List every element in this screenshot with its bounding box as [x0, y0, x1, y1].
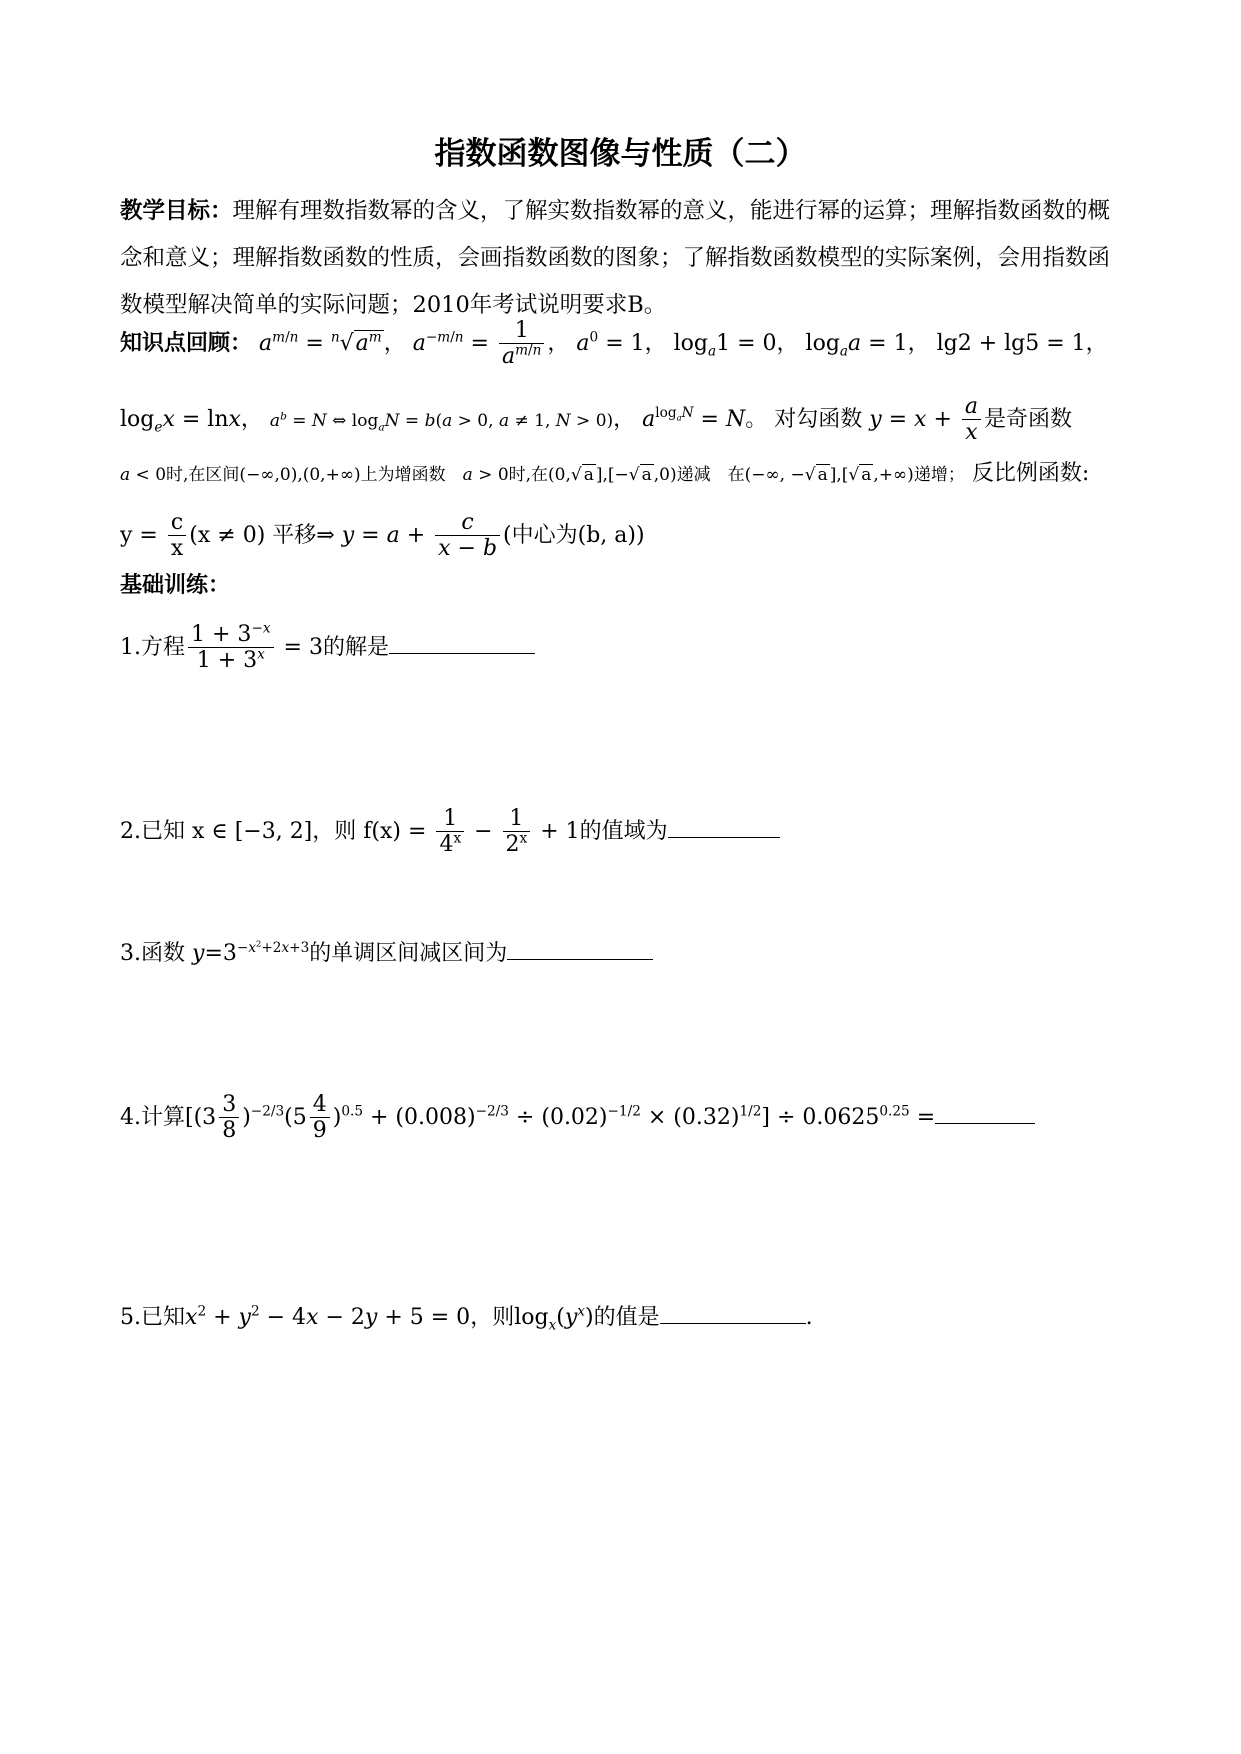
problem-1: 1.方程 $\frac{1 + 3^{-x}}{1 + 3^x}$ = 3的解是	[120, 622, 535, 674]
problem-3-answer-blank[interactable]	[507, 939, 653, 960]
problem-2: 2.已知 x ∈ [−3, 2]，则 f(x) = $\frac{1}{4^x}$ − $\frac{1}{2^x}$ + 1的值域为	[120, 806, 780, 858]
formula-zero-power: $a^0 = 1$	[576, 329, 645, 356]
formula-log-base: $\log_aa = 1$	[805, 330, 908, 360]
formula-ln: $\log_ex = \ln x$	[120, 406, 241, 436]
center-text: (中心为(b, a))	[503, 522, 645, 548]
problem-5-number: 5.	[120, 1305, 141, 1330]
formula-negative-power: $a^{-m/n}$ = $\frac{1}{a^{m/n}}$	[413, 331, 548, 356]
review-line-1: 知识点回顾： $a^{m/n} = ^n√a^m$， $a^{-m/n}$ = $\frac{1}{a^{m/n}}$ ， $a^0 = 1$， $\log_a1 = 0$， $\log_aa = 1$， lg2 + lg5 = 1，	[120, 318, 1108, 370]
problem-2-number: 2.	[120, 818, 141, 844]
nike-properties: a < 0时,在区间(−∞,0),(0,+∞)上为增函数 a > 0时,在(0,√ a ],[−√ a ,0)递减 在(−∞, −√ a ],[√ a ,+∞)递增；	[120, 465, 965, 485]
problem-3	[120, 936, 653, 967]
problem-1-number: 1.	[120, 634, 141, 660]
translate-text: 平移⇒	[272, 522, 335, 548]
problem-3-suffix: 的单调区间减区间为	[309, 941, 508, 966]
problem-3-number: 3.	[120, 941, 141, 966]
formula-inverse: y = $\frac{c}{x}$ (x ≠ 0)	[120, 510, 266, 562]
problem-5-formula: $x^2 + y^2 - 4x - 2y + 5 = 0$	[185, 1303, 471, 1330]
review-label: 知识点回顾：	[120, 330, 253, 356]
fraction-a-over-x: $\frac{a}{x}$	[962, 394, 981, 446]
problem-4	[120, 1092, 1035, 1144]
problem-1-fraction: $\frac{1 + 3^{-x}}{1 + 3^x}$	[188, 622, 274, 674]
formula-rational-power: $a^{m/n} = ^n√a^m$	[259, 329, 382, 356]
problem-5-suffix: 的值是	[593, 1305, 660, 1330]
problem-5-answer-blank[interactable]	[660, 1303, 806, 1324]
review-line-3	[120, 456, 1130, 487]
problem-5-mid: ，则	[470, 1305, 515, 1330]
formula-log-definition: $a^b = N$ ⇔ $\log_aN = b(a > 0$, a ≠ 1, N > 0)	[269, 410, 614, 434]
review-line-4	[120, 510, 1130, 562]
inverse-function-label: 反比例函数:	[971, 461, 1090, 486]
objectives-text: 理解有理数指数幂的含义，了解实数指数幂的意义，能进行幂的运算；理解指数函数的概念和意义；理解指数函数的性质，会画指数函数的图象；了解指数函数模型的实际案例，会用指数函数模型解决简单的实际问题；2010年考试说明要求B。	[120, 198, 1111, 318]
problem-2-fraction-a: $\frac{1}{4^x}$	[436, 806, 464, 858]
problem-1-answer-blank[interactable]	[389, 633, 535, 654]
formula-log-one: $\log_a1 = 0$	[673, 330, 777, 360]
formula-translated: y = a + $\frac{c}{x - b}$	[342, 523, 503, 548]
problem-2-mid: ，则	[312, 818, 357, 844]
problem-5-prefix: 已知	[141, 1305, 186, 1330]
problem-3-formula: $y=3^{-x^2+2x+3}$	[192, 938, 310, 966]
review-line-2: $\log_ex = \ln x$， $a^b = N$ ⇔ $\log_aN = b(a > 0$, a ≠ 1, N > 0)， $a^{log_aN} = N$。 对勾函数 y = x + $\frac{a}{x}$ 是奇函数	[120, 394, 1073, 446]
problem-4-prefix: 计算	[141, 1104, 186, 1130]
problem-2-fraction-b: $\frac{1}{2^x}$	[503, 806, 531, 858]
problem-4-number: 4.	[120, 1104, 141, 1130]
problem-5-log: $\log_x(y^x)$	[514, 1303, 594, 1334]
formula-log-identity: $a^{log_aN} = N$	[642, 405, 746, 432]
problem-4-formula: [(3 $\frac{3}{8}$ )$^{-2/3}$(5 $\frac{4}{9}$ )$^{0.5} + (0.008)^{-2/3} \div (0.02)^{-1/2} \times (0.32)^{1/2}] \div 0.0625^{0.25}$ =	[185, 1092, 936, 1144]
basic-training-label: 基础训练：	[120, 573, 231, 598]
problem-2-answer-blank[interactable]	[668, 817, 780, 838]
formula-nike: y = x +	[869, 406, 959, 432]
problem-2-prefix: 已知	[141, 818, 186, 844]
objectives-paragraph	[120, 188, 1130, 329]
problem-5: 5.已知$x^2 + y^2 - 4x - 2y + 5 = 0$，则$\log_x(y^x)$的值是 .	[120, 1303, 813, 1334]
page-title: 指数函数图像与性质（二）	[434, 136, 807, 172]
problem-2-suffix: 的值域为	[579, 818, 668, 844]
problem-4-answer-blank[interactable]	[935, 1103, 1035, 1124]
odd-function-text: 是奇函数	[984, 406, 1073, 432]
problem-1-prefix: 方程	[141, 634, 186, 660]
nike-function-label: 对勾函数	[774, 406, 863, 432]
formula-lg: lg2 + lg5 = 1	[936, 330, 1086, 356]
objectives-label: 教学目标：	[120, 198, 233, 224]
problem-1-suffix: 的解是	[322, 634, 389, 660]
problem-3-prefix: 函数	[141, 941, 186, 966]
